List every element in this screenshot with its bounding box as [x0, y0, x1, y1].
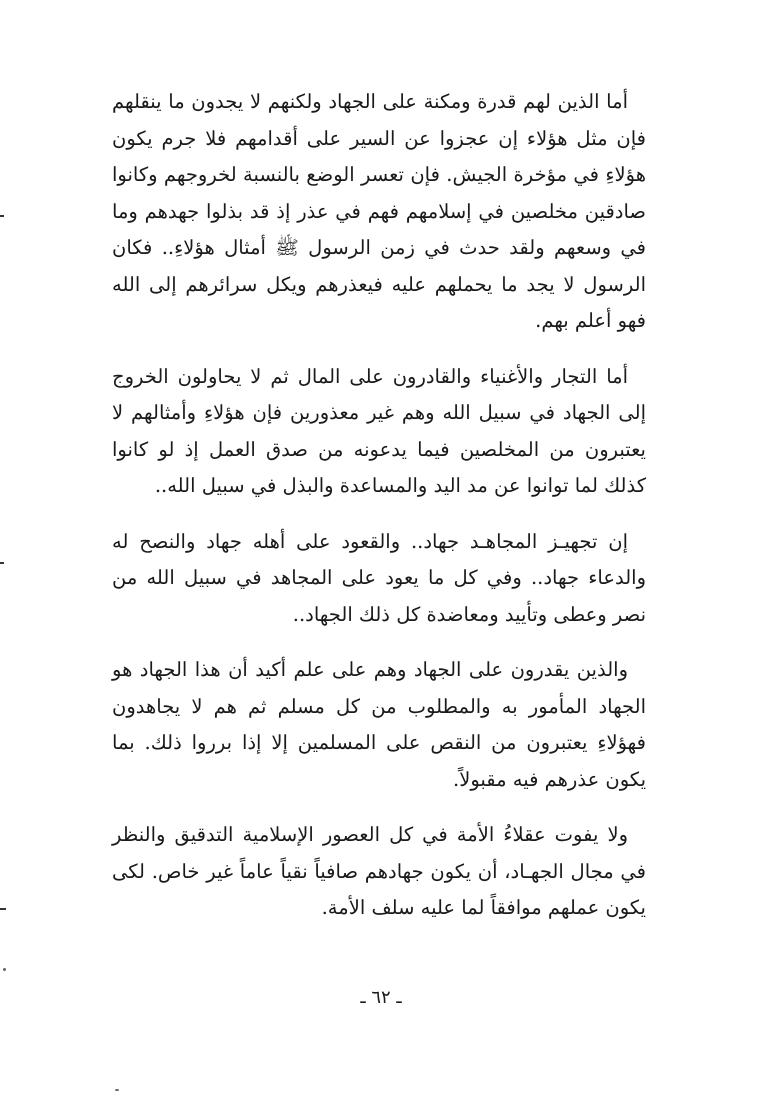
scan-speck — [3, 968, 6, 971]
paragraph-1 — [112, 84, 646, 340]
paragraph-text: إن تجهيـز المجاهـد جهاد.. والقعود على أهله جهاد والنصح له والدعاء جهاد.. وفي كل ما يعود على المجاهد في سبيل الله من نصر وعطى وتأييد ومعاضدة كل ذلك الجهاد.. — [112, 529, 646, 626]
paragraph-text: والذين يقدرون على الجهاد وهم على علم أكيد أن هذا الجهاد هو الجهاد المأمور به والمطلوب من كل مسلم ثم هم لا يجاهدون فهؤلاءِ يعتبرون من النقص على المسلمين إلا إذا برروا ذلك. بما يكون عذرهم فيه مقبولاً. — [112, 658, 646, 791]
paragraph-2 — [112, 359, 646, 505]
body-text — [112, 84, 646, 946]
paragraph-text: ولا يفوت عقلاءُ الأمة في كل العصور الإسلامية التدقيق والنظر في مجال الجهـاد، أن يكون جهادهم صافياً نقياً عاماً غير خاص. لكى يكون عملهم موافقاً لما عليه سلف الأمة. — [112, 823, 646, 919]
paragraph-text: أما الذين لهم قدرة ومكنة على الجهاد ولكنهم لا يجدون ما ينقلهم فإن مثل هؤلاء إن عجزوا عن السير على أقدامهم فلا جرم يكون هؤلاءِ في مؤخرة الجيش. فإن تعسر الوضع بالنسبة لخروجهم وكانوا صادقين مخلصين في إسلامهم فهم في عذر إذ قد بذلوا جهدهم وما في وسعهم ولقد حدث في زمن الرسول ﷺ أمثال هؤلاءِ.. فكان الرسول لا يجد ما يحملهم عليه فيعذرهم ويكل سرائرهم إلى الله فهو أعلم بهم. — [112, 90, 646, 332]
paragraph-4 — [112, 652, 646, 798]
page-number: ـ ٦٢ ـ — [360, 987, 402, 1008]
paragraph-text: أما التجار والأغنياء والقادرون على المال ثم لا يحاولون الخروج إلى الجهاد في سبيل الله وهم غير معذورين فإن هؤلاءِ وأمثالهم لا يعتبرون من المخلصين فيما يدعونه من صدق العمل إذ لو كانوا كذلك لما توانوا عن مد اليد والمساعدة والبذل في سبيل الله.. — [112, 364, 646, 497]
margin-mark — [0, 215, 4, 217]
paragraph-3 — [112, 524, 646, 634]
scan-speck — [115, 1089, 119, 1091]
margin-mark — [0, 562, 4, 564]
paragraph-5 — [112, 817, 646, 927]
margin-mark — [0, 908, 6, 910]
